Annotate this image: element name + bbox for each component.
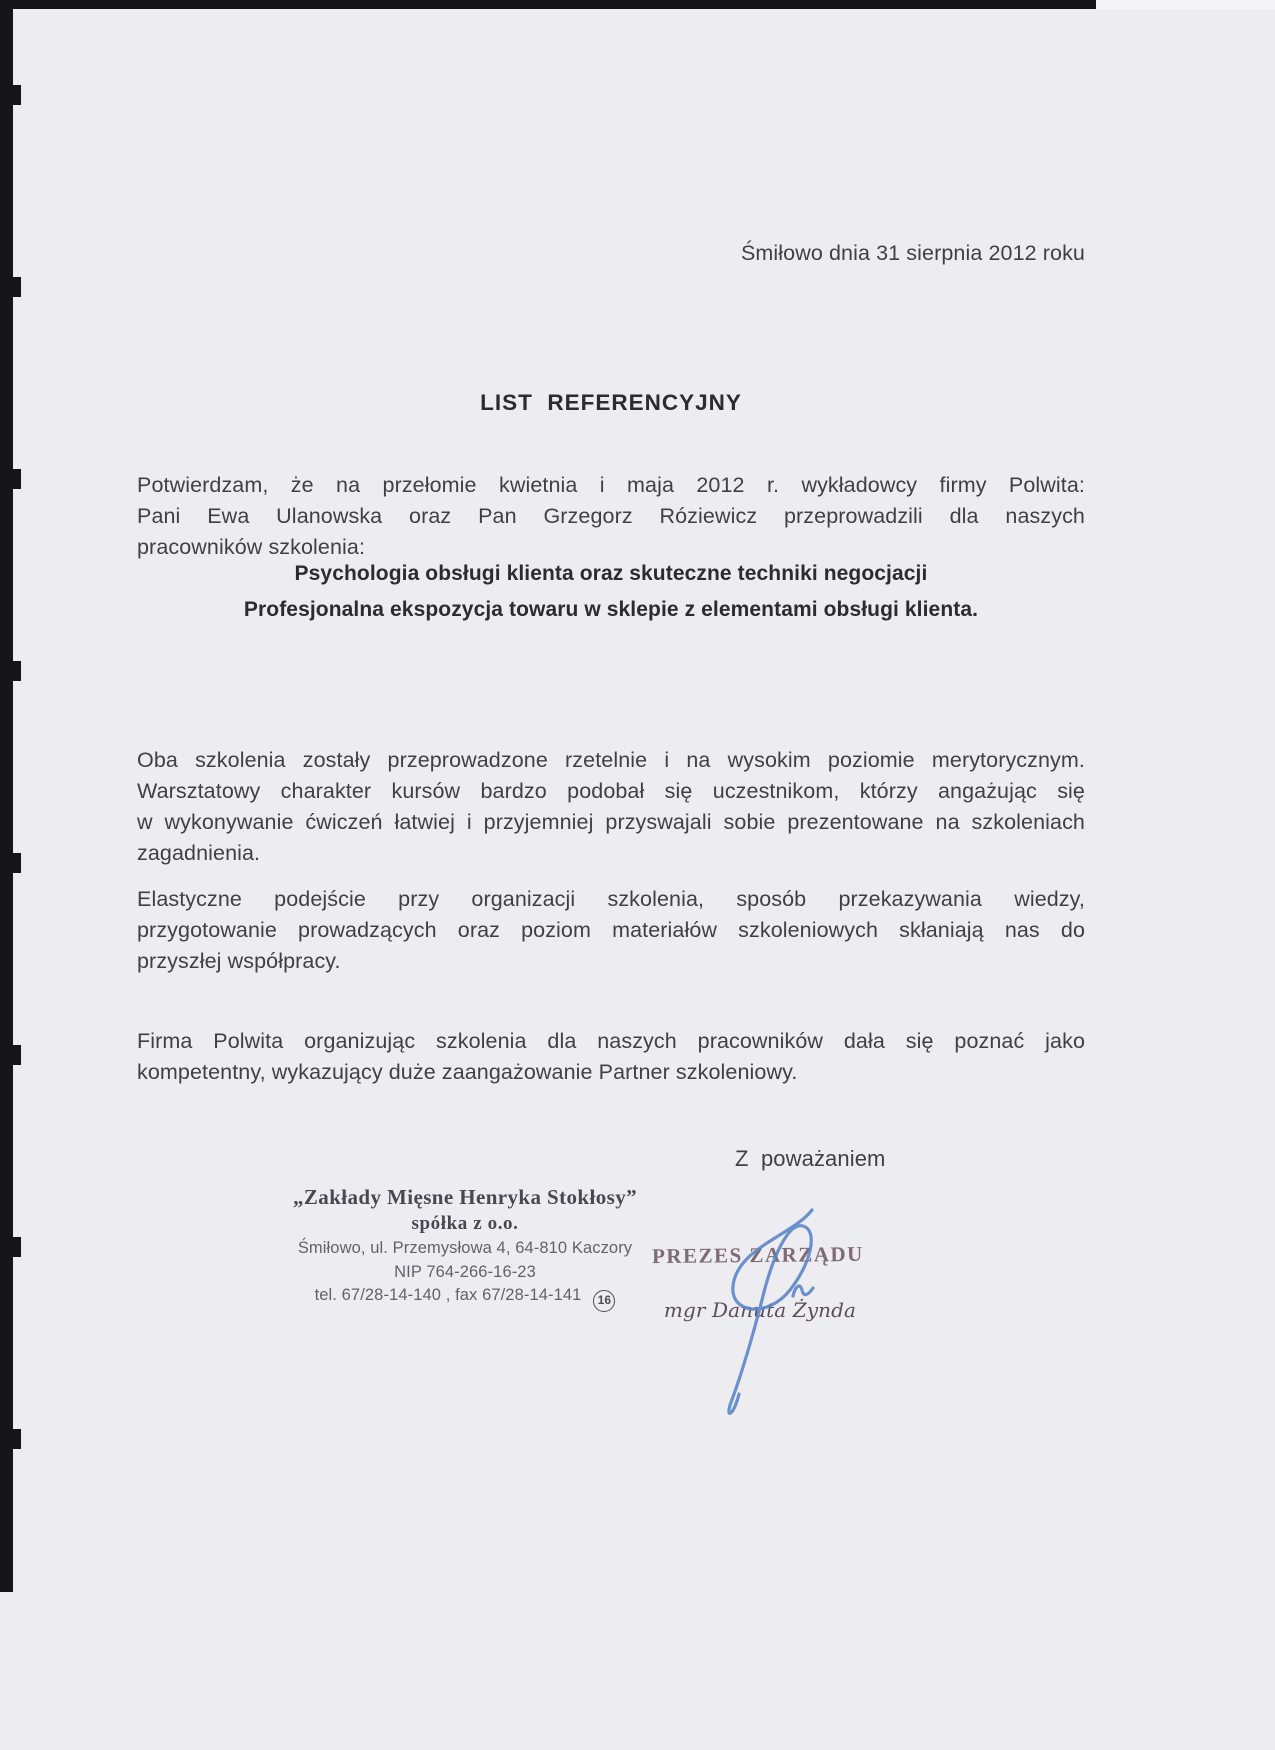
paragraph-line: przygotowanie prowadzących oraz poziom materiałów szkoleniowych skłaniają nas do [137, 918, 1085, 942]
body-paragraph-3 [137, 1026, 1085, 1088]
intro-paragraph [137, 470, 1085, 563]
paragraph-line: przyszłej współpracy. [137, 949, 341, 973]
company-stamp-phone-line [240, 1284, 690, 1312]
scan-edge-notches [13, 0, 21, 1592]
company-stamp-name: „Zakłady Mięsne Henryka Stokłosy” [293, 1185, 637, 1209]
company-stamp-phone: tel. 67/28-14-140 , fax 67/28-14-141 [314, 1286, 582, 1304]
president-name-stamp: mgr Danuta Żynda [663, 1298, 857, 1322]
paragraph-line: w wykonywanie ćwiczeń łatwiej i przyjemniej przyswajali sobie prezentowane na szkoleniach [137, 810, 1085, 834]
paragraph-line: Elastyczne podejście przy organizacji szkolenia, sposób przekazywania wiedzy, [137, 887, 1085, 911]
letter-title: LIST REFERENCYJNY [480, 390, 742, 415]
body-paragraph-2 [137, 884, 1085, 977]
date-line: Śmiłowo dnia 31 sierpnia 2012 roku [740, 241, 1085, 265]
intro-line: pracowników szkolenia: [137, 535, 366, 559]
paragraph-line: Oba szkolenia zostały przeprowadzone rzetelnie i na wysokim poziomie merytorycznym. [137, 748, 1085, 772]
scan-edge-top [0, 0, 1096, 9]
paragraph-line: Warsztatowy charakter kursów bardzo podobał się uczestnikom, którzy angażując się [137, 779, 1085, 803]
company-stamp-nip: NIP 764-266-16-23 [394, 1262, 536, 1281]
company-stamp-address: Śmiłowo, ul. Przemysłowa 4, 64-810 Kaczory [297, 1239, 633, 1257]
company-stamp [240, 1184, 690, 1312]
scan-edge-top-fade [1096, 0, 1275, 9]
closing-phrase: Z poważaniem [735, 1146, 886, 1171]
training-title-1: Psychologia obsługi klienta oraz skuteczne techniki negocjacji [294, 562, 928, 585]
body-paragraph-1 [137, 745, 1085, 869]
circled-number-badge: 16 [593, 1290, 615, 1312]
signature-ink-flourish [793, 1286, 813, 1296]
training-titles [137, 556, 1085, 628]
paragraph-line: zagadnienia. [137, 841, 261, 865]
intro-line: Potwierdzam, że na przełomie kwietnia i maja 2012 r. wykładowcy firmy Polwita: [137, 473, 1085, 497]
paragraph-line: Firma Polwita organizując szkolenia dla naszych pracowników dała się poznać jako [137, 1029, 1085, 1053]
company-stamp-entity: spółka z o.o. [411, 1213, 519, 1234]
training-title-2: Profesjonalna ekspozycja towaru w sklepie z elementami obsługi klienta. [243, 598, 979, 621]
scan-edge-left [0, 0, 13, 1592]
paragraph-line: kompetentny, wykazujący duże zaangażowanie Partner szkoleniowy. [137, 1060, 798, 1084]
president-role-stamp: PREZES ZARZĄDU [651, 1241, 864, 1269]
intro-line: Pani Ewa Ulanowska oraz Pan Grzegorz Róziewicz przeprowadzili dla naszych [137, 504, 1085, 528]
